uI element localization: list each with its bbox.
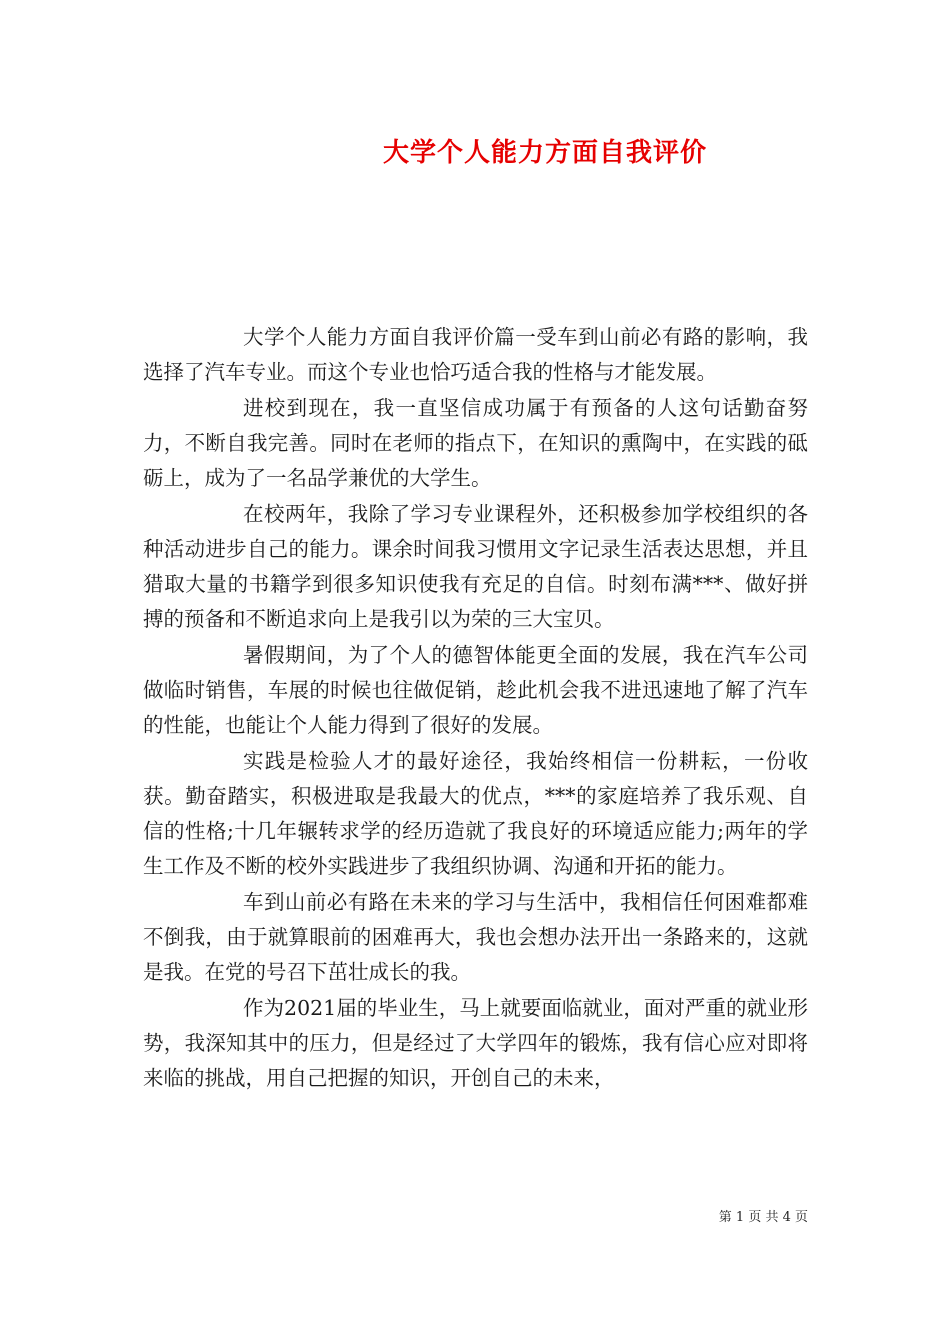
paragraph-3: 在校两年，我除了学习专业课程外，还积极参加学校组织的各种活动进步自己的能力。课余时间我习惯用文字记录生活表达思想，并且猎取大量的书籍学到很多知识使我有充足的自信。时刻布满***、做好拼搏的预备和不断追求向上是我引以为荣的三大宝贝。 [143,502,808,631]
paragraph-2: 进校到现在，我一直坚信成功属于有预备的人这句话勤奋努力，不断自我完善。同时在老师的指点下，在知识的熏陶中，在实践的砥砺上，成为了一名品学兼优的大学生。 [143,396,808,490]
paragraph-1: 大学个人能力方面自我评价篇一受车到山前必有路的影响，我选择了汽车专业。而这个专业也恰巧适合我的性格与才能发展。 [143,325,808,384]
document-body [143,320,808,1096]
page-number: 第 1 页 共 4 页 [718,1210,808,1225]
page-title: 大学个人能力方面自我评价 [382,138,707,168]
paragraph-7: 作为2021届的毕业生，马上就要面临就业，面对严重的就业形势，我深知其中的压力，但是经过了大学四年的锻炼，我有信心应对即将来临的挑战，用自己把握的知识，开创自己的未来， [143,996,808,1090]
paragraph-5: 实践是检验人才的最好途径，我始终相信一份耕耘，一份收获。勤奋踏实，积极进取是我最大的优点，***的家庭培养了我乐观、自信的性格;十几年辗转求学的经历造就了我良好的环境适应能力;两年的学生工作及不断的校外实践进步了我组织协调、沟通和开拓的能力。 [143,749,808,878]
paragraph-6: 车到山前必有路在未来的学习与生活中，我相信任何困难都难不倒我，由于就算眼前的困难再大，我也会想办法开出一条路来的，这就是我。在党的号召下茁壮成长的我。 [143,890,808,984]
paragraph-4: 暑假期间，为了个人的德智体能更全面的发展，我在汽车公司做临时销售，车展的时候也往做促销，趁此机会我不进迅速地了解了汽车的性能，也能让个人能力得到了很好的发展。 [143,643,808,737]
